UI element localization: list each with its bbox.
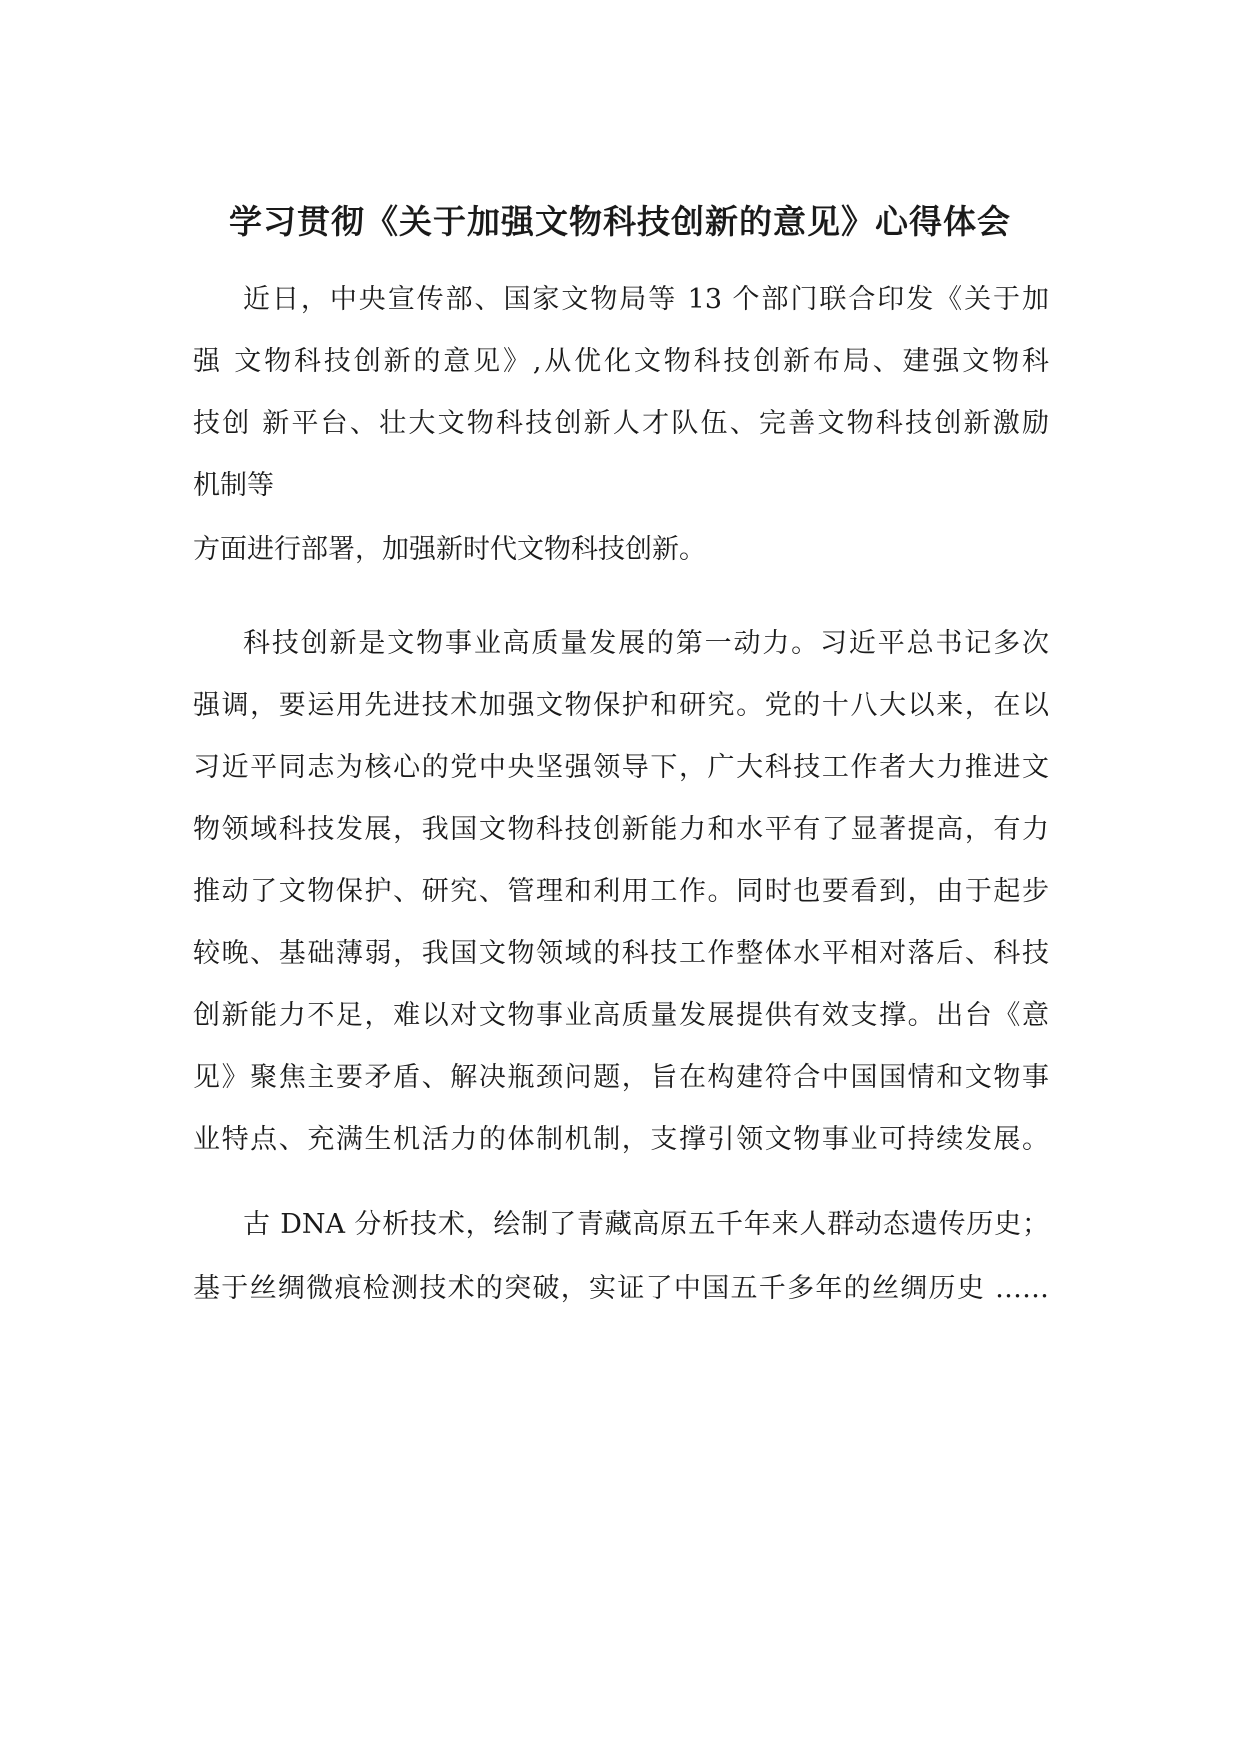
paragraph-1-line-1: 近日，中央宣传部、国家文物局等 13 个部门联合印发《关于加 (243, 284, 1049, 315)
paragraph-2-line-6: 较晚、基础薄弱，我国文物领域的科技工作整体水平相对落后、科技 (193, 938, 1049, 969)
paragraph-2-line-7: 创新能力不足，难以对文物事业高质量发展提供有效支撑。出台《意 (193, 1000, 1049, 1031)
paragraph-1-line-2: 强 文物科技创新的意见》,从优化文物科技创新布局、建强文物科 (193, 346, 1049, 377)
paragraph-1-line-5: 方面进行部署，加强新时代文物科技创新。 (193, 534, 706, 565)
paragraph-2-line-2: 强调，要运用先进技术加强文物保护和研究。党的十八大以来，在以 (193, 690, 1049, 721)
paragraph-2-line-4: 物领域科技发展，我国文物科技创新能力和水平有了显著提高，有力 (193, 814, 1049, 845)
paragraph-3-line-2: 基于丝绸微痕检测技术的突破，实证了中国五千多年的丝绸历史 …… (193, 1273, 1049, 1304)
paragraph-2-line-1: 科技创新是文物事业高质量发展的第一动力。习近平总书记多次 (243, 628, 1049, 659)
paragraph-2-line-5: 推动了文物保护、研究、管理和利用工作。同时也要看到，由于起步 (193, 876, 1049, 907)
paragraph-3-line-1: 古 DNA 分析技术，绘制了青藏高原五千年来人群动态遗传历史； (243, 1209, 1049, 1240)
paragraph-1-line-3: 技创 新平台、壮大文物科技创新人才队伍、完善文物科技创新激励 (193, 408, 1049, 439)
paragraph-2-line-3: 习近平同志为核心的党中央坚强领导下，广大科技工作者大力推进文 (193, 752, 1049, 783)
document-title: 学习贯彻《关于加强文物科技创新的意见》心得体会 (229, 202, 1011, 241)
paragraph-2-line-8: 见》聚焦主要矛盾、解决瓶颈问题，旨在构建符合中国国情和文物事 (193, 1062, 1049, 1093)
paragraph-1-line-4: 机制等 (193, 470, 274, 501)
paragraph-2-line-9: 业特点、充满生机活力的体制机制，支撑引领文物事业可持续发展。 (193, 1124, 1049, 1155)
